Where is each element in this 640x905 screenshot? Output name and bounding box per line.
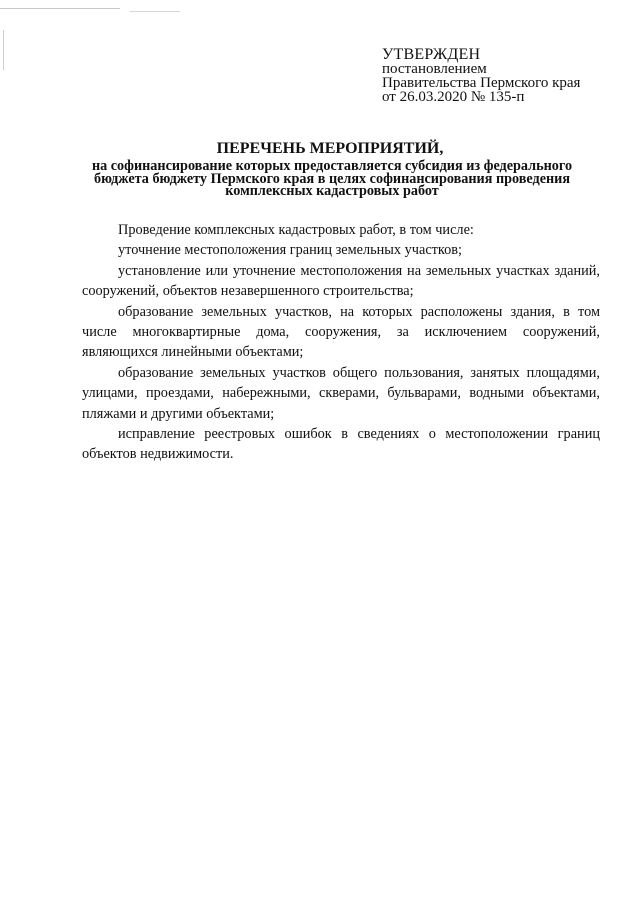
paragraph-item: уточнение местоположения границ земельных участков; (118, 242, 462, 259)
paragraph-item: образование земельных участков общего пользования, занятых площадями, улицами, проездами, набережными, скверами, бульварами, водными объектами, пляжами и другими объектами; (82, 364, 600, 422)
scan-artifact-line (130, 11, 180, 12)
scan-artifact-edge (3, 30, 4, 70)
paragraph-item: установление или уточнение местоположения на земельных участках зданий, сооружений, объектов незавершенного строительства; (82, 262, 600, 300)
paragraph-intro: Проведение комплексных кадастровых работ, в том числе: (118, 222, 474, 238)
approval-heading: УТВЕРЖДЕН (382, 46, 481, 63)
approval-line-date-number: от 26.03.2020 № 135-п (382, 89, 525, 105)
approval-line-decree: постановлением (382, 61, 487, 77)
approval-stamp-block (382, 48, 622, 104)
approval-line-authority: Правительства Пермского края (382, 75, 581, 91)
document-title: ПЕРЕЧЕНЬ МЕРОПРИЯТИЙ, (216, 140, 444, 157)
document-subtitle: на софинансирование которых предоставляется субсидия из федерального бюджета бюджету Пермского края в целях софинансирования проведения комплексных кадастровых работ (91, 158, 573, 199)
paragraph-item: образование земельных участков, на которых расположены здания, в том числе многоквартирные дома, сооружения, за исключением сооружений, являющихся линейными объектами; (82, 303, 600, 361)
scan-artifact-line (0, 8, 120, 9)
document-body (82, 220, 600, 465)
paragraph-item: исправление реестровых ошибок в сведениях о местоположении границ объектов недвижимости. (82, 426, 600, 463)
